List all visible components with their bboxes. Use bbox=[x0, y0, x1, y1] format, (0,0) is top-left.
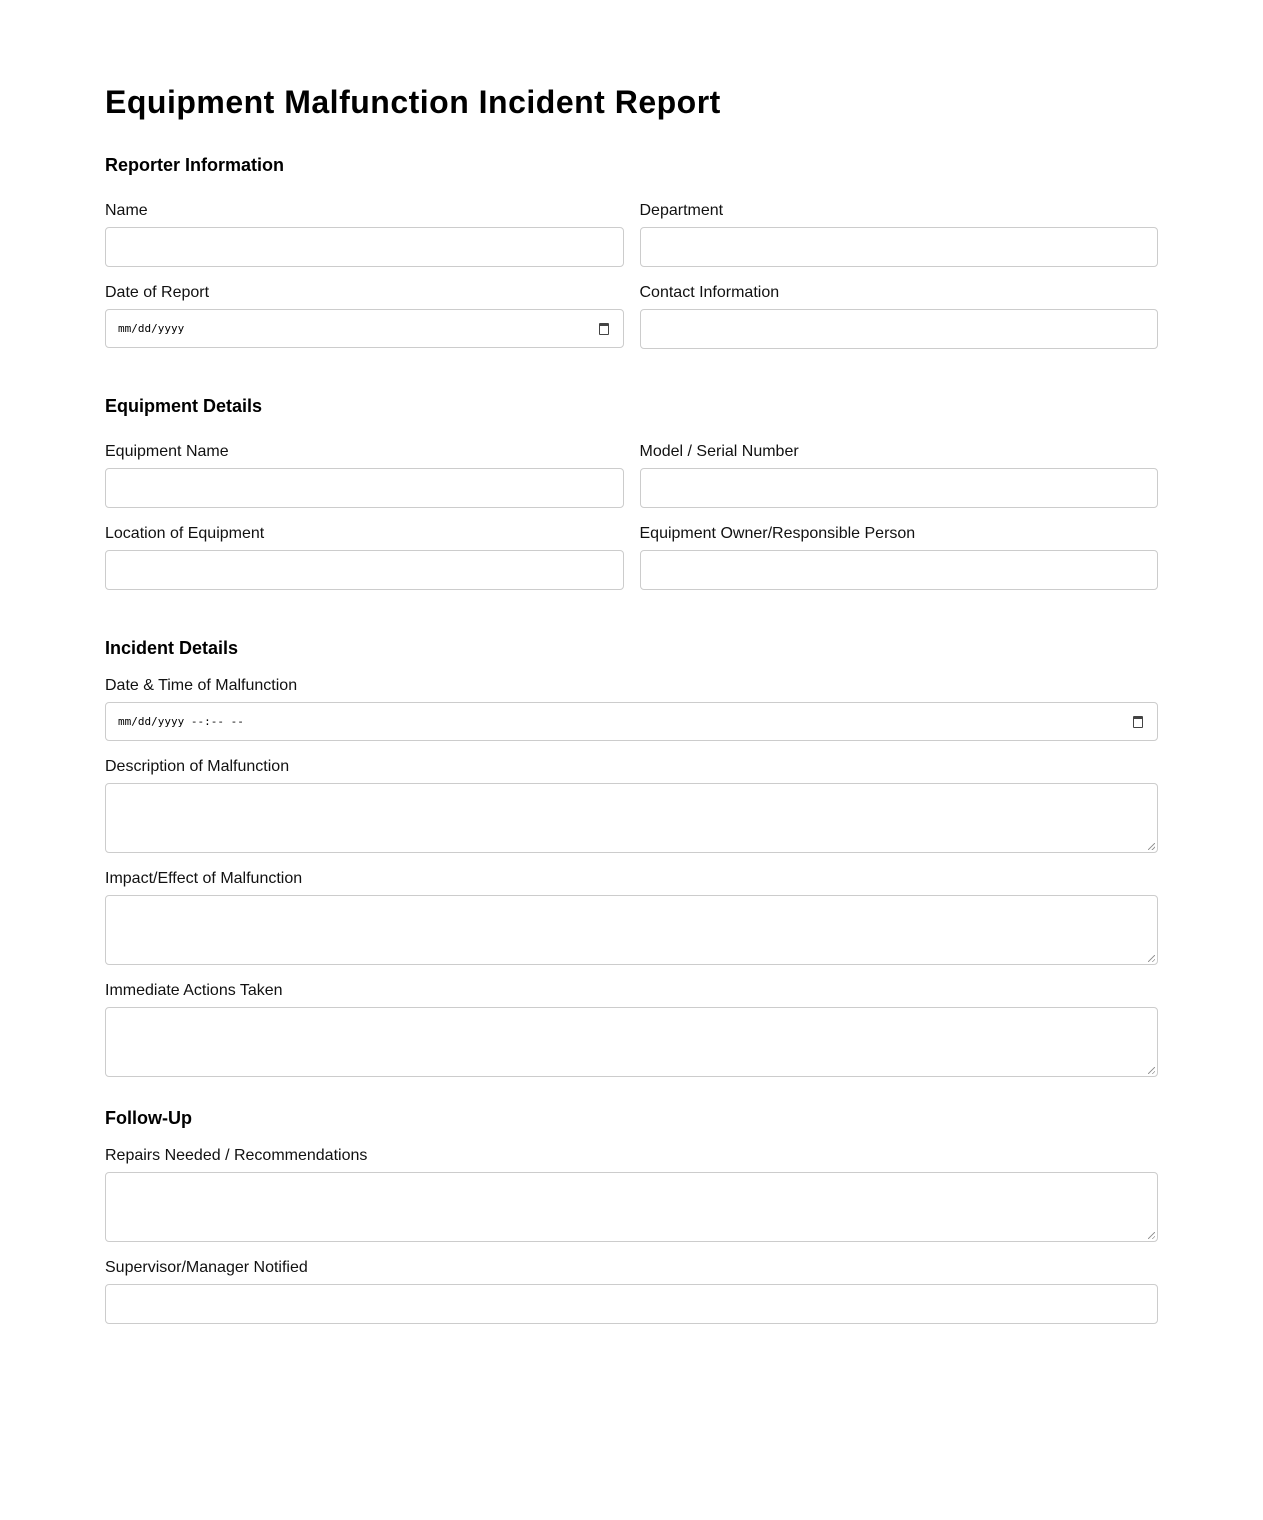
date-of-report-label: Date of Report bbox=[105, 284, 210, 301]
section-heading: Follow-Up bbox=[105, 1108, 192, 1128]
impact-label: Impact/Effect of Malfunction bbox=[105, 870, 303, 887]
model-serial-label: Model / Serial Number bbox=[639, 443, 799, 460]
repairs-textarea[interactable] bbox=[105, 1172, 1158, 1242]
datetime-input[interactable] bbox=[105, 702, 1158, 741]
owner-label: Equipment Owner/Responsible Person bbox=[639, 525, 916, 542]
name-label: Name bbox=[105, 202, 148, 219]
repairs-label: Repairs Needed / Recommendations bbox=[105, 1147, 368, 1164]
location-input[interactable] bbox=[105, 550, 624, 590]
actions-textarea[interactable] bbox=[105, 1007, 1158, 1077]
impact-textarea[interactable] bbox=[105, 895, 1158, 965]
section-heading: Reporter Information bbox=[105, 155, 285, 175]
contact-input[interactable] bbox=[640, 309, 1159, 349]
actions-label: Immediate Actions Taken bbox=[105, 982, 283, 999]
name-input[interactable] bbox=[105, 227, 624, 267]
model-serial-input[interactable] bbox=[640, 468, 1159, 508]
supervisor-label: Supervisor/Manager Notified bbox=[105, 1259, 308, 1276]
incident-report-form bbox=[105, 0, 1158, 1520]
supervisor-input[interactable] bbox=[105, 1284, 1158, 1324]
description-textarea[interactable] bbox=[105, 783, 1158, 853]
reporter-section bbox=[105, 154, 1158, 365]
section-heading: Incident Details bbox=[105, 638, 239, 658]
datetime-label: Date & Time of Malfunction bbox=[105, 677, 298, 694]
calendar-icon[interactable] bbox=[599, 323, 609, 335]
owner-input[interactable] bbox=[640, 550, 1159, 590]
department-input[interactable] bbox=[640, 227, 1159, 267]
resize-handle-icon[interactable] bbox=[1148, 955, 1155, 962]
resize-handle-icon[interactable] bbox=[1148, 843, 1155, 850]
description-label: Description of Malfunction bbox=[105, 758, 290, 775]
equipment-name-label: Equipment Name bbox=[105, 443, 229, 460]
equipment-section bbox=[105, 395, 1158, 607]
date-of-report-input[interactable] bbox=[105, 309, 624, 348]
section-heading: Equipment Details bbox=[105, 396, 263, 416]
calendar-icon[interactable] bbox=[1133, 716, 1143, 728]
page-title: Equipment Malfunction Incident Report bbox=[105, 84, 721, 120]
datetime-placeholder: mm/dd/yyyy --:-- -- bbox=[118, 715, 244, 728]
resize-handle-icon[interactable] bbox=[1148, 1067, 1155, 1074]
incident-section bbox=[105, 637, 1158, 1077]
department-label: Department bbox=[639, 202, 724, 219]
date-placeholder: mm/dd/yyyy bbox=[118, 322, 185, 335]
contact-label: Contact Information bbox=[639, 284, 780, 301]
followup-section bbox=[105, 1107, 1158, 1324]
resize-handle-icon[interactable] bbox=[1148, 1232, 1155, 1239]
location-label: Location of Equipment bbox=[105, 525, 265, 542]
equipment-name-input[interactable] bbox=[105, 468, 624, 508]
